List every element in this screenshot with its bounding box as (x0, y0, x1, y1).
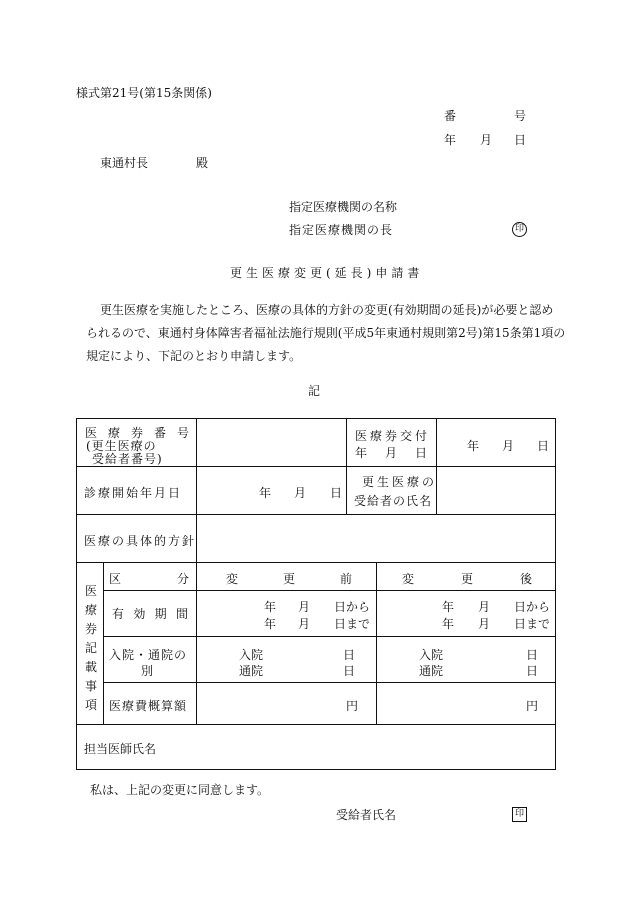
institution-seal-icon: 印 (512, 220, 527, 237)
issue-date-month: 月 (502, 439, 515, 453)
date-day-label: 日 (514, 133, 527, 147)
institution-head-label: 指定医療機関の長 (289, 223, 394, 237)
after-inpatient: 入院 (419, 648, 444, 662)
before-until-year: 年 (264, 617, 277, 631)
after-until-month: 月 (478, 617, 491, 631)
policy-label: 医療の具体的方針 (84, 534, 197, 548)
validity-label: 有 効 期 間 (112, 607, 188, 621)
consent-recipient-label: 受給者氏名 (336, 808, 397, 822)
doc-number-kanji-ban: 番 (444, 109, 457, 123)
before-outpatient-day: 日 (343, 664, 356, 678)
kubun-label: 区 分 (109, 572, 189, 586)
inout-label-2: 別 (141, 664, 154, 678)
after-until-day: 日まで (514, 617, 551, 631)
doc-number-kanji-go: 号 (514, 109, 527, 123)
document-title: 更生医療変更(延長)申請書 (230, 266, 424, 280)
after-from-day: 日から (514, 600, 551, 614)
recipient-label-2: 受給者の氏名 (354, 494, 433, 508)
body-line-2: られるので、東通村身体障害者福祉法施行規則(平成5年東通村規則第2号)第15条第1項の (86, 326, 566, 340)
application-form-table (76, 418, 556, 770)
after-cost-yen: 円 (526, 699, 539, 713)
ticket-number-sub2: 受給者番号) (92, 452, 163, 466)
before-inpatient-day: 日 (343, 648, 356, 662)
issue-date-year: 年 (467, 439, 480, 453)
issue-date-label-2: 年 月 日 (355, 446, 427, 460)
cost-label: 医療費概算額 (109, 699, 188, 713)
issue-date-label-1: 医療券交付 (355, 429, 431, 443)
before-until-day: 日まで (334, 617, 371, 631)
recipient-label-1: 更生医療の (362, 475, 438, 489)
addressee: 東通村長 (100, 156, 149, 170)
date-month-label: 月 (480, 133, 493, 147)
before-from-day: 日から (334, 600, 371, 614)
consent-seal-icon: 印 (512, 805, 527, 822)
body-line-3: 規定により、下記のとおり申請します。 (86, 349, 302, 363)
date-year-label: 年 (444, 133, 457, 147)
after-outpatient: 通院 (419, 664, 444, 678)
after-outpatient-day: 日 (526, 664, 539, 678)
body-line-1: 更生医療を実施したところ、医療の具体的方針の変更(有効期間の延長)が必要と認め (100, 303, 554, 317)
before-label: 変 更 前 (226, 572, 352, 586)
exam-start-day: 日 (330, 486, 343, 500)
before-inpatient: 入院 (239, 648, 264, 662)
before-until-month: 月 (298, 617, 311, 631)
after-from-year: 年 (442, 600, 455, 614)
ki-label: 記 (308, 384, 321, 398)
before-from-year: 年 (264, 600, 277, 614)
exam-start-month: 月 (294, 486, 307, 500)
before-cost-yen: 円 (346, 699, 359, 713)
exam-start-label: 診療開始年月日 (84, 486, 183, 500)
after-label: 変 更 後 (402, 572, 532, 586)
before-from-month: 月 (298, 600, 311, 614)
institution-name-label: 指定医療機関の名称 (289, 200, 398, 214)
after-from-month: 月 (478, 600, 491, 614)
honorific: 殿 (196, 156, 209, 170)
exam-start-year: 年 (259, 486, 272, 500)
form-number: 様式第21号(第15条関係) (76, 86, 212, 100)
before-outpatient: 通院 (239, 664, 264, 678)
after-inpatient-day: 日 (526, 648, 539, 662)
issue-date-day: 日 (537, 439, 550, 453)
ticket-number-sub1: (更生医療の (86, 439, 157, 453)
ticket-number-label: 医 療 券 番 号 (85, 426, 189, 440)
consent-text: 私は、上記の変更に同意します。 (90, 783, 270, 797)
doctor-label: 担当医師氏名 (84, 742, 157, 756)
after-until-year: 年 (442, 617, 455, 631)
inout-label-1: 入院・通院の (109, 648, 188, 662)
section-label-vertical: 医 療 券 記 載 事 項 (84, 584, 97, 712)
